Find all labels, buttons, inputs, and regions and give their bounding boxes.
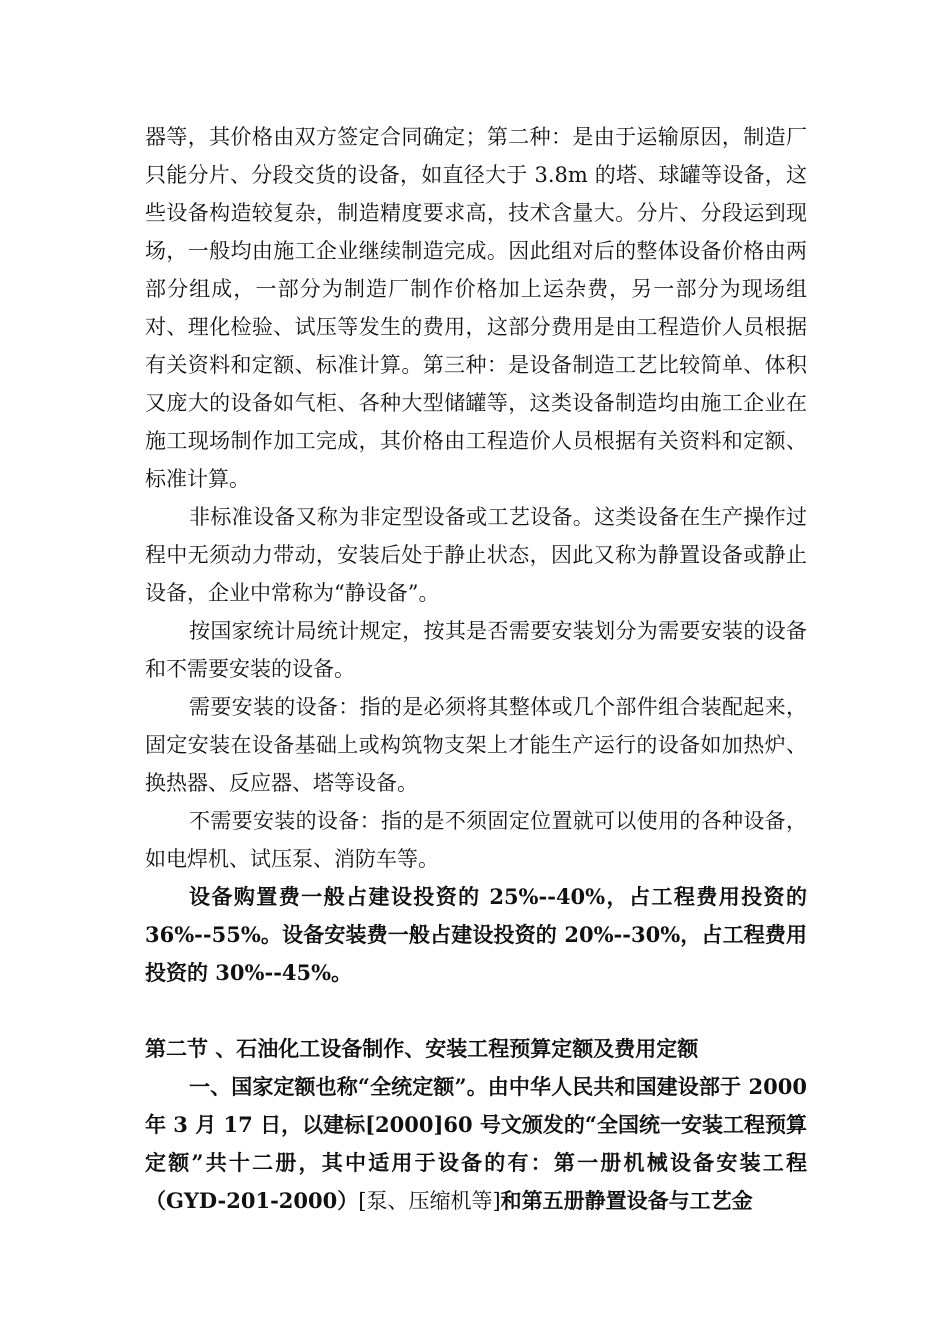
national-quota-bracket-note: [泵、压缩机等] (358, 1189, 501, 1213)
paragraph-statistics-classification: 按国家统计局统计规定，按其是否需要安装划分为需要安装的设备和不需要安装的设备。 (145, 619, 807, 681)
national-quota-text-part3: 和第五册静置设备与工艺金 (500, 1188, 753, 1213)
national-quota-text-part1: 一、国家定额也称“全统定额”。由中华人民共和国建设部于 2000 年 3 月 17 日，以建标[2000]60 号文颁发的“全国统一安装工程预算定额”共十二册，其中适用于设备的有：第一册机械设备安装工程（GYD-201-2000） (145, 1074, 808, 1213)
paragraph-equipment-requiring-installation: 需要安装的设备：指的是必须将其整体或几个部件组合装配起来，固定安装在设备基础上或构筑物支架上才能生产运行的设备如加热炉、换热器、反应器、塔等设备。 (145, 695, 807, 795)
paragraph-cost-percentages: 设备购置费一般占建设投资的 25%--40%，占工程费用投资的 36%--55%。设备安装费一般占建设投资的 20%--30%，占工程费用投资的 30%--45%。 (145, 884, 807, 985)
document-body (145, 118, 807, 1220)
paragraph-national-quota (145, 1068, 807, 1220)
paragraph-spacer (145, 992, 807, 1030)
paragraph-equipment-pricing: 器等，其价格由双方签定合同确定；第二种：是由于运输原因，制造厂只能分片、分段交货的设备，如直径大于 3.8m 的塔、球罐等设备，这些设备构造较复杂，制造精度要求高，技术含量大。分片、分段运到现场，一般均由施工企业继续制造完成。因此组对后的整体设备价格由两部分组成，一部分为制造厂制作价格加上运杂费，另一部分为现场组对、理化检验、试压等发生的费用，这部分费用是由工程造价人员根据有关资料和定额、标准计算。第三种：是设备制造工艺比较简单、体积又庞大的设备如气柜、各种大型储罐等，这类设备制造均由施工企业在施工现场制作加工完成，其价格由工程造价人员根据有关资料和定额、标准计算。 (145, 125, 807, 491)
paragraph-non-standard-equipment: 非标准设备又称为非定型设备或工艺设备。这类设备在生产操作过程中无须动力带动，安装后处于静止状态，因此又称为静置设备或静止设备，企业中常称为“静设备”。 (145, 505, 807, 605)
section-heading: 第二节 、石油化工设备制作、安装工程预算定额及费用定额 (145, 1036, 699, 1061)
paragraph-equipment-not-requiring-installation: 不需要安装的设备：指的是不须固定位置就可以使用的各种设备，如电焊机、试压泵、消防车等。 (145, 809, 807, 871)
